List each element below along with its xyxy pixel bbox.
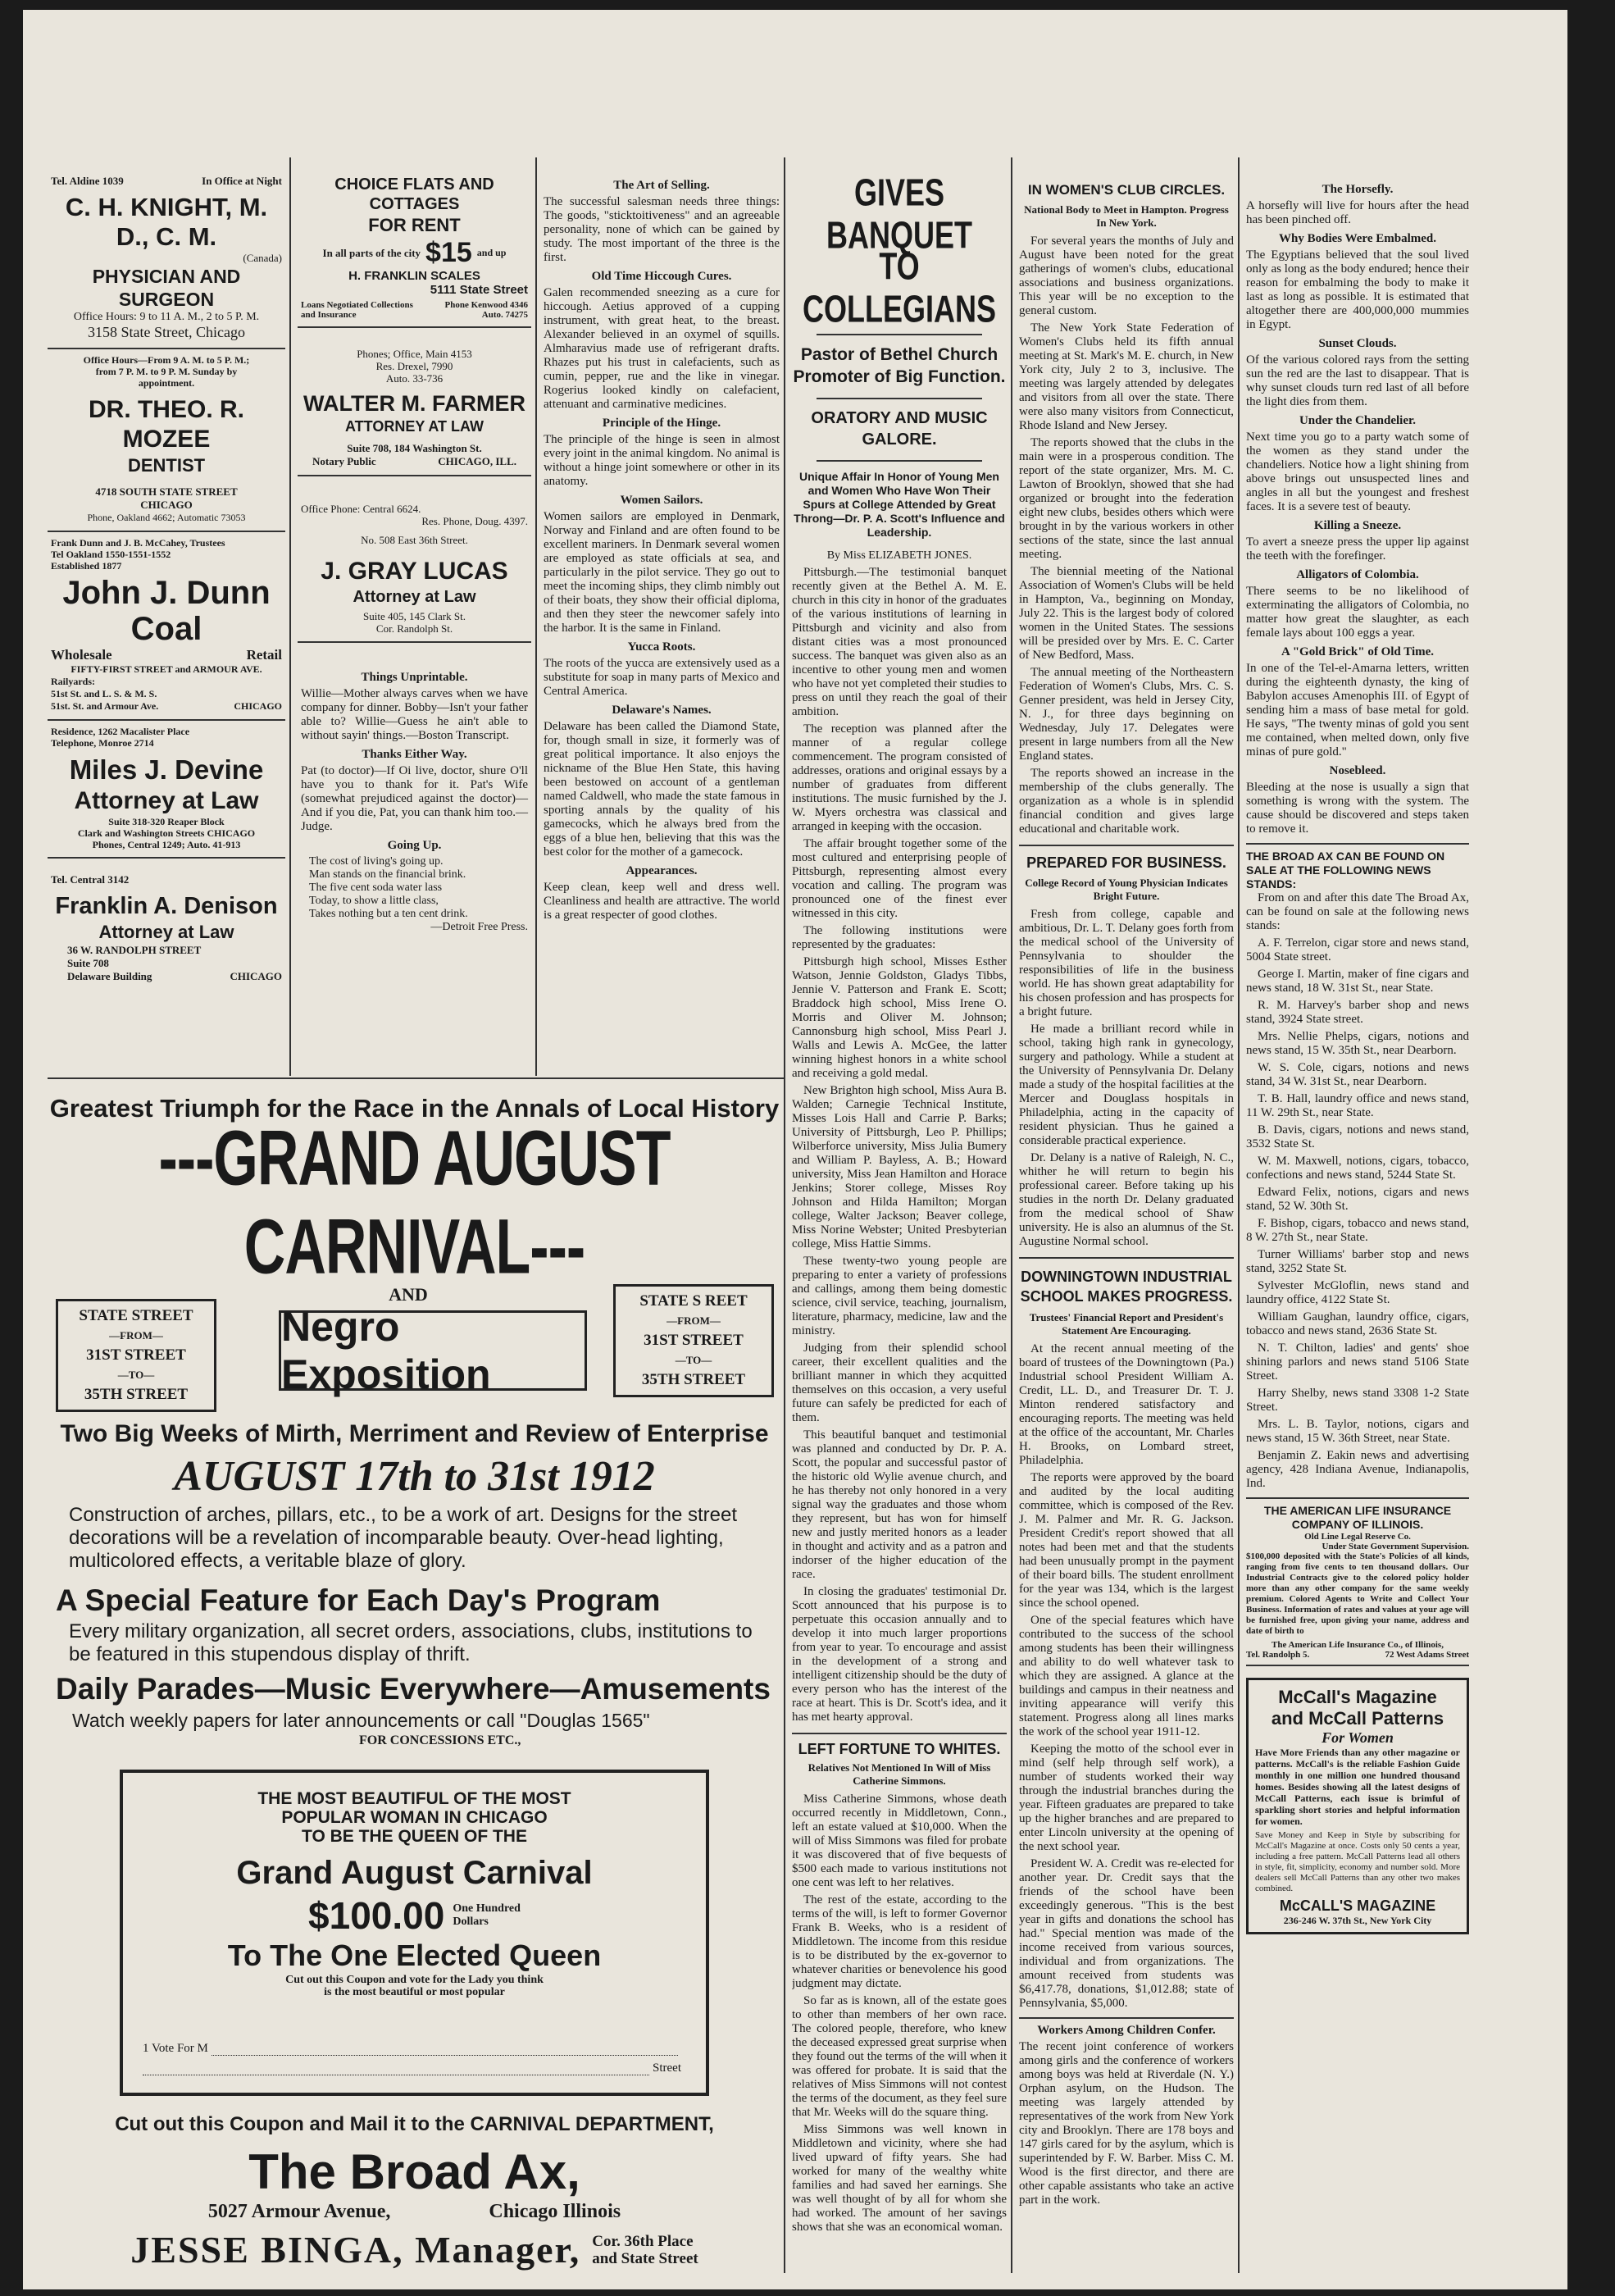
exposition-box	[279, 1304, 587, 1397]
headline-rule	[817, 334, 982, 335]
flats-for-rent: FOR RENT	[368, 215, 461, 235]
devine-suite: Suite 318-320 Reaper Block	[108, 816, 225, 827]
flats-address: 5111 State Street	[430, 283, 528, 297]
mccall-address: 236-246 W. 37th St., New York City	[1283, 1915, 1432, 1926]
street-line: STATE STREET	[79, 1307, 193, 1324]
knight-night: In Office at Night	[202, 175, 282, 187]
downing-title: DOWNINGTOWN INDUSTRIAL	[1021, 1269, 1232, 1285]
denison-name: Franklin A. Denison	[55, 893, 278, 919]
article-paragraph: The New York State Federation of Women's Clubs held its fifth annual meeting at St. Mark's M. E. church, in New York city, July 2 to 3, inclusive. The meeting was largely attended by delegates and visitors from all over the state. There were also many visitors from Connecticut, Rhode Island and New Jersey.	[1019, 321, 1234, 432]
alligators-title: Alligators of Colombia.	[1296, 568, 1419, 581]
lucas-home: No. 508 East 36th Street.	[361, 534, 468, 546]
column-rule	[1238, 157, 1240, 2273]
horsefly-body: A horsefly will live for hours after the head has been pinched off.	[1246, 199, 1469, 226]
mccall-footer: McCALL'S MAGAZINE	[1279, 1897, 1436, 1914]
carnival-concessions: FOR CONCESSIONS ETC.,	[359, 1733, 521, 1747]
knight-tel: Tel. Aldine 1039	[51, 175, 124, 187]
street-line: 31ST STREET	[644, 1332, 744, 1349]
news-stand-entry: N. T. Chilton, ladies' and gents' shoe shining parlors and news stand 5106 State Street.	[1246, 1342, 1469, 1383]
flats-and-up: and up	[476, 247, 507, 258]
flats-phone: Phone Kenwood 4346	[444, 300, 528, 310]
farmer-title: ATTORNEY AT LAW	[345, 418, 484, 435]
coupon-line: TO BE THE QUEEN OF THE	[302, 1827, 527, 1846]
newspaper-page	[23, 10, 1567, 2289]
farmer-suite: Suite 708, 184 Washington St.	[347, 442, 482, 454]
article-paragraph: Pittsburgh.—The testimonial banquet recently given at the Bethel A. M. E. church in this city in honor of the graduates of the various institutions of learning in Pittsburgh and vicinity and also from distant cities was a most pronounced success. The banquet was given also as an incentive to other young men and women who have not yet completed their studies to press on until they reach the goal of their ambition.	[792, 566, 1007, 718]
knight-card	[48, 170, 285, 349]
knight-title: PHYSICIAN AND SURGEON	[92, 266, 241, 310]
dunn-yard: 51st. St. and Armour Ave.	[51, 700, 159, 712]
insurance-tel: Tel. Randolph 5.	[1246, 1650, 1310, 1660]
embalmed-body: The Egyptians believed that the soul lived only as long as the body endured; hence their reason for embalming the body to make it last as long as possible. It is estimated that altogether there are 400,000,000 mummies in Egypt.	[1246, 248, 1469, 331]
lucas-phone: Office Phone: Central 6624.	[301, 503, 421, 515]
manager-name: JESSE BINGA, Manager,	[130, 2229, 581, 2271]
coupon-instructions: is the most beautiful or most popular	[324, 1986, 505, 1998]
selling-body: The successful salesman needs three things: The goods, "sticktoitiveness" and an agreeable personality, none of which can be gained by study. The most important of the three is the first.	[544, 195, 780, 264]
news-stand-entry: Mrs. Nellie Phelps, cigars, notions and news stand, 15 W. 35th St., near Dearborn.	[1246, 1030, 1469, 1057]
business-deck: College Record of Young Physician Indicates Bright Future.	[1025, 877, 1228, 902]
poem-line: Takes nothing but a ten cent drink.	[309, 908, 468, 920]
sneeze-body: To avert a sneeze press the upper lip against the teeth with the forefinger.	[1246, 535, 1469, 563]
article-paragraph: So far as is known, all of the estate goes to other than members of her own race. The colored people, therefore, who knew the deceased expressed great surprise when they found out the terms of the will when it was offered for probate. It is said that the relatives of Miss Simmons will not contest the terms of the document, as they feel sure that Mr. Weeks will do the square thing.	[792, 1994, 1007, 2119]
farmer-res: Res. Drexel, 7990	[375, 360, 453, 372]
hiccough-title: Old Time Hiccough Cures.	[591, 270, 732, 283]
insurance-title: THE AMERICAN LIFE INSURANCE COMPANY OF ILLINOIS.	[1263, 1504, 1452, 1531]
lucas-title: Attorney at Law	[353, 588, 476, 606]
chandelier-body: Next time you go to a party watch some of the women as they stand under the chandeliers. Notice how a light shining from above brings out unsuspected lines and angles in all but the youngest and freshest faces. It is a severe test of beauty.	[1246, 430, 1469, 513]
headline-rule	[817, 460, 982, 462]
broad-ax-address-row	[48, 2201, 781, 2223]
fortune-title: LEFT FORTUNE TO WHITES.	[798, 1741, 1001, 1757]
dunn-est: Established 1877	[51, 560, 122, 572]
dunn-trustees: Frank Dunn and J. B. McCahey, Trustees	[51, 537, 225, 549]
article-paragraph: This beautiful banquet and testimonial was planned and conducted by Dr. P. A. Scott, the popular and successful pastor of the historic old Wylie avenue church, and he has thereby not only honored in a very signal way the graduates and those whom they represent, but has won for himself new and justly merited honors as a leader in thought and activity and as a patron and indorser of the higher education of the race.	[792, 1428, 1007, 1581]
yucca-title: Yucca Roots.	[627, 640, 696, 654]
dunn-coal: Coal	[130, 611, 202, 647]
carnival-dates: AUGUST 17th to 31st 1912	[174, 1453, 655, 1500]
devine-tel: Telephone, Monroe 2714	[51, 737, 154, 749]
news-stand-entry: From on and after this date The Broad Ax, can be found on sale at the following news stands:	[1246, 891, 1469, 932]
section-rule	[48, 1077, 784, 1079]
farmer-name: WALTER M. FARMER	[303, 391, 525, 416]
coupon-words: Dollars	[453, 1916, 489, 1928]
headline-rule	[817, 398, 982, 399]
article-paragraph: The rest of the estate, according to the terms of the will, is left to former Governor Frank B. Weeks, who is a resident of Middletown. The income from this residue is to be distributed by the ex-governor to whatever charities or benevolence his good judgment may dictate.	[792, 1893, 1007, 1990]
poem-line: Man stands on the financial brink.	[309, 868, 466, 881]
denison-suite: Suite 708	[67, 957, 109, 969]
and-label: AND	[389, 1284, 428, 1305]
thanks-title: Thanks Either Way.	[362, 748, 467, 761]
hinge-body: The principle of the hinge is seen in almost every joint in the animal kingdom. No animal is without a hinge joint somewhere or other in its anatomy.	[544, 433, 780, 488]
street-line: 31ST STREET	[86, 1346, 186, 1364]
column-rule	[289, 157, 291, 1076]
knight-hours: Office Hours: 9 to 11 A. M., 2 to 5 P. M.	[73, 311, 260, 323]
poem-line: Today, to show a little class,	[309, 895, 439, 907]
news-stands-heading: THE BROAD AX CAN BE FOUND ON SALE AT THE FOLLOWING NEWS STANDS:	[1246, 843, 1469, 891]
article-paragraph: Miss Catherine Simmons, whose death occurred recently in Middletown, Conn., left an estate valued at $10,000. When the will of Miss Simmons was filed for probate it was discovered that of five bequests of $500 each made to various institutions not one cent was left to her relatives.	[792, 1793, 1007, 1889]
insurance-sub: Under State Government Supervision.	[1322, 1542, 1469, 1551]
mccall-headline: and McCall Patterns	[1271, 1708, 1444, 1729]
selling-title: The Art of Selling.	[613, 179, 710, 192]
column-rule	[784, 157, 785, 2273]
coupon-carnival: Grand August Carnival	[236, 1855, 593, 1891]
carnival-arches: Construction of arches, pillars, etc., to be a work of art. Designs for the street decorations will be a revelation of incomparable beauty. Over-head lighting, multicolored effects, a veritable blaze of glory.	[69, 1504, 738, 1572]
column-rule	[535, 157, 537, 1076]
mozee-card	[48, 349, 285, 532]
news-stand-entry: Sylvester McGloflin, news stand and laundry office, 4122 State St.	[1246, 1279, 1469, 1306]
column-five	[1019, 182, 1234, 2277]
news-stand-entry: Edward Felix, notions, cigars and news stand, 52 W. 30th St.	[1246, 1186, 1469, 1213]
article-paragraph: Dr. Delany is a native of Raleigh, N. C., whither he will return to begin his professional career. Before taking up his studies in the north Dr. Delany graduated from the medical school of Shaw university. He is also an alumnus of the St. Augustine Normal school.	[1019, 1151, 1234, 1248]
insurance-body: $100,000 deposited with the State's Policies of all kinds, ranging from five cents to ten thousand dollars. Our Industrial Contracts give to the colored policy holder more than any other company for the same weekly premium. Colored Agents to Write and Collect Your Business. Information of rates and values at your age will be furnished free, upon giving your name, address and date of birth to	[1246, 1551, 1469, 1636]
article-paragraph: The recent joint conference of workers among girls and the conference of workers among boys was held at Riverdale (N. Y.) Orphan asylum, on the Hudson. The meeting was largely attended by representatives of the work from New York city and Brooklyn. There are 178 boys and 147 girls cared for by the asylum, which is superintended by F. W. Barber. Miss C. M. Wood is the first director, and there are other capable assistants who take an active part in the work.	[1019, 2040, 1234, 2207]
news-stand-entry: T. B. Hall, laundry office and news stand, 11 W. 29th St., near State.	[1246, 1092, 1469, 1119]
carnival-special: A Special Feature for Each Day's Program	[56, 1583, 661, 1617]
flats-loans: Loans Negotiated Collections and Insurance	[301, 300, 413, 320]
hiccough-body: Galen recommended sneezing as a cure for hiccough. Aetius approved of a cupping instrument, with great heat, to the breast. Alexander believed in an oxymel of squills. Almharavius made use of refrigerant drafts. Rhazes put his trust in calefacients, such as cumin, pepper, rue and the like in vinegar. Rogerius looked kindly on calefacient, attenuant and carminative medicines.	[544, 286, 780, 411]
coupon-elected: To The One Elected Queen	[227, 1938, 602, 1972]
banquet-headline: GIVES BANQUET	[826, 170, 972, 257]
sailors-body: Women sailors are employed in Denmark, Norway and Finland and are often found to be excellent mariners. In Denmark several women are employed as state officials at sea, and particularly in the pilot service. They go out to meet the incoming ships, they climb nimbly out of their boats, they show their official diploma, and then they steer the newcomer safely into the harbor. It is the same in Finland.	[544, 510, 780, 635]
article-paragraph: Keeping the motto of the school ever in mind (self help through self work), a number of students worked their way through the industrial branches during the year. Fifteen graduates are prepared to take up the higher branches and are prepared to enter Lincoln university at the opening of the next school year.	[1019, 1742, 1234, 1853]
farmer-auto: Auto. 33-736	[385, 372, 444, 385]
nosebleed-body: Bleeding at the nose is usually a sign that something is wrong with the system. The cause should be discovered and steps taken to remove it.	[1246, 781, 1469, 836]
farmer-notary: Notary Public	[312, 455, 376, 467]
carnival-parades: Daily Parades—Music Everywhere—Amusements	[56, 1672, 771, 1706]
farmer-city: CHICAGO, ILL.	[438, 455, 516, 467]
mozee-hours: Office Hours—From 9 A. M. to 5 P. M.;	[83, 354, 250, 366]
right-street-box	[613, 1284, 774, 1397]
article-paragraph: The reception was planned after the manner of a regular college commencement. The program consisted of addresses, orations and original essays by a number of graduates from different institutions. The music furnished by the J. W. Myers orchestra was classical and arranged in keeping with the occasion.	[792, 722, 1007, 833]
denison-tel: Tel. Central 3142	[51, 873, 130, 886]
mail-instructions: Cut out this Coupon and Mail it to the CARNIVAL DEPARTMENT,	[115, 2113, 714, 2135]
news-stand-entry: W. S. Cole, cigars, notions and news stand, 34 W. 31st St., near Dearborn.	[1246, 1061, 1469, 1088]
news-stand-entry: A. F. Terrelon, cigar store and news stand, 5004 State street.	[1246, 936, 1469, 963]
delaware-title: Delaware's Names.	[612, 704, 712, 717]
hinge-title: Principle of the Hinge.	[602, 417, 721, 430]
lucas-card	[298, 476, 531, 643]
brick-body: In one of the Tel-el-Amarna letters, written during the eighteenth dynasty, the king of Babylon accuses Amenophis III. of Egypt of sending him a mass of base metal for gold. He says, "The twenty minas of gold you sent me contained, when melted down, only five minas of pure gold."	[1246, 662, 1469, 758]
flats-ad	[298, 170, 531, 328]
farmer-card	[298, 328, 531, 476]
coupon-vote-label: 1 Vote For M	[143, 2042, 208, 2055]
manager-corner: Cor. 36th Place	[592, 2232, 694, 2250]
mozee-phone: Phone, Oakland 4662; Automatic 73053	[87, 512, 246, 523]
news-stand-entry: F. Bishop, cigars, tobacco and news stand, 8 W. 27th St., near State.	[1246, 1217, 1469, 1244]
thanks-body: Pat (to doctor)—If Oi live, doctor, shure O'll have you to thank for it. Pat's Wife (somewhat prejudiced against the doctor)—And if you die, Pat, you can thank him too.—Judge.	[301, 764, 528, 833]
news-stand-entry: George I. Martin, maker of fine cigars and news stand, 18 W. 31st St., near State.	[1246, 968, 1469, 995]
sunset-body: Of the various colored rays from the setting sun the red are the last to disappear. That is why sunset clouds turn red last of all before the light dies from them.	[1246, 353, 1469, 408]
mccall-ad	[1246, 1678, 1469, 1934]
insurance-ad	[1246, 1497, 1469, 1666]
devine-address: Clark and Washington Streets CHICAGO	[77, 827, 256, 839]
manager-row	[48, 2228, 781, 2271]
dunn-address: FIFTY-FIRST STREET and ARMOUR AVE.	[71, 663, 262, 675]
article-paragraph: One of the special features which have contributed to the success of the school among students has been their willingness and ability to do well whatever task to which they are assigned. A glance at the buildings and campus in their neatness and inviting appearance will verify this statement. Progress along all lines marks the work of the school year 1911-12.	[1019, 1614, 1234, 1738]
knight-name: C. H. KNIGHT, M. D., C. M.	[65, 193, 268, 251]
carnival-title: ---GRAND AUGUST CARNIVAL---	[158, 1114, 671, 1290]
banquet-deck: Pastor of Bethel Church Promoter of Big Function.	[793, 345, 1006, 386]
mccall-for-women: For Women	[1322, 1729, 1394, 1746]
flats-all-parts: In all parts of the city	[322, 246, 421, 259]
article-paragraph: For several years the months of July and August have been noted for the great gatherings of women's clubs, educational associations and business organizations. This year will be no exception to the general custom.	[1019, 235, 1234, 317]
knight-address: 3158 State Street, Chicago	[88, 324, 245, 340]
news-stand-entry: Turner Williams' barber stop and news stand, 3252 State St.	[1246, 1248, 1469, 1275]
coupon-line: POPULAR WOMAN IN CHICAGO	[281, 1808, 548, 1827]
lucas-corner: Cor. Randolph St.	[375, 622, 453, 635]
dunn-retail: Retail	[246, 647, 282, 663]
two-weeks: Two Big Weeks of Mirth, Merriment and Review of Enterprise	[60, 1420, 769, 1447]
banquet-headline: TO COLLEGIANS	[802, 244, 996, 330]
broad-ax-name: The Broad Ax,	[248, 2144, 580, 2199]
coupon-instructions: Cut out this Coupon and vote for the Lady you think	[285, 1974, 544, 1986]
lucas-res: Res. Phone, Doug. 4397.	[421, 515, 528, 527]
delaware-body: Delaware has been called the Diamond State, for, though small in size, it formerly was of great political importance. It also enjoys the nickname of the Blue Hen State, this having been bestowed on account of a gentleman named Caldwell, who made the state famous in sporting annals by the quality of his gamecocks, which he always bred from the eggs of a blue hen, believing that this was the best color for the mother of a gamecock.	[544, 720, 780, 859]
article-paragraph: In closing the graduates' testimonial Dr. Scott announced that his purpose is to perpetuate this occasion annually and to develop it into much larger proportions from year to year. To encourage and assist in the development of a strong and intelligent citizenship should be the duty of every person who has the interest of the race at heart. This is Dr. Scott's idea, and it has met hearty approval.	[792, 1585, 1007, 1724]
news-stand-entry: R. M. Harvey's barber shop and news stand, 3924 State street.	[1246, 999, 1469, 1026]
coupon-amount: $100.00	[308, 1894, 445, 1937]
dunn-city: CHICAGO	[234, 700, 282, 712]
carnival-triumph: Greatest Triumph for the Race in the Annals of Local History	[49, 1094, 780, 1123]
street-line: —FROM—	[666, 1314, 721, 1327]
flats-price: $15	[425, 237, 472, 268]
going-title: Going Up.	[387, 839, 442, 852]
article-paragraph: At the recent annual meeting of the board of trustees of the Downingtown (Pa.) Industrial school President William A. Credit, LL. D., and Treasurer Dr. T. J. Minton rendered satisfactory and encouraging reports. The meeting was held at the office of the accountant, Mr. Charles H. Brooks, on Lombard street, Philadelphia.	[1019, 1342, 1234, 1467]
appearances-title: Appearances.	[626, 864, 698, 877]
street-line: —TO—	[117, 1369, 155, 1381]
chandelier-title: Under the Chandelier.	[1299, 414, 1417, 427]
lucas-name: J. GRAY LUCAS	[321, 558, 508, 585]
flats-agent: H. FRANKLIN SCALES	[348, 269, 480, 283]
workers-title: Workers Among Children Confer.	[1037, 2024, 1216, 2037]
street-line: 35TH STREET	[84, 1386, 189, 1403]
column-two	[298, 170, 531, 1072]
article-paragraph: Pittsburgh high school, Misses Esther Watson, Jennie Goldston, Gladys Tibbs, Jennie V. Patterson and Frank E. Scott; Braddock high school, Miss Irene O. Morris and Oliver M. Johnson; Cannonsburg high school, Miss Pearl J. Walls and Lewis A. McGee, the latter winning highest honors in a white school and receiving a gold medal.	[792, 955, 1007, 1080]
banquet-deck: Unique Affair In Honor of Young Men and Women Who Have Won Their Spurs at College Attended by Great Throng—Dr. P. A. Scott's Influence and Leadership.	[794, 470, 1005, 539]
flats-phone: Auto. 74275	[481, 310, 528, 320]
coupon-line: THE MOST BEAUTIFUL OF THE MOST	[257, 1789, 571, 1808]
article-paragraph: The annual meeting of the Northeastern Federation of Women's Clubs, Mrs. C. S. Genner president, was held in Jersey City, N. J., for three days beginning on Wednesday, July 17. Delegates were present in large numbers from all the New England states.	[1019, 666, 1234, 763]
sailors-title: Women Sailors.	[620, 494, 703, 507]
mozee-hours: appointment.	[138, 377, 195, 389]
alligators-body: There seems to be no likelihood of exterminating the alligators of Colombia, no matter how great the slaughter, as each female lays about 100 eggs a year.	[1246, 585, 1469, 640]
knight-canada: (Canada)	[243, 252, 282, 264]
article-paragraph: Judging from their splendid school career, their excellent qualities and the brilliant manner in which they acquitted themselves on this occasion, a very useful future can safely be predicted for each of them.	[792, 1342, 1007, 1424]
yucca-body: The roots of the yucca are extensively used as a substitute for soap in many parts of Mexico and Central America.	[544, 657, 780, 698]
street-line: STATE S REET	[639, 1292, 748, 1310]
devine-card	[48, 721, 285, 859]
street-line: —TO—	[675, 1354, 712, 1366]
denison-card	[48, 859, 285, 990]
dunn-yards: Railyards:	[51, 676, 95, 687]
article-paragraph: The reports showed that the clubs in the main were in a prosperous condition. The report of the state organizer, Mrs. M. C. Lawton of Brooklyn, showed that she had organized or brought into the federation eight new clubs, besides others which were brought in by the various workers in other sections of the state, since the last annual meeting.	[1019, 436, 1234, 561]
dunn-wholesale: Wholesale	[51, 647, 112, 663]
left-street-box	[56, 1299, 216, 1412]
carnival-exposition-row	[48, 1284, 781, 1415]
dunn-card	[48, 532, 285, 721]
lucas-suite: Suite 405, 145 Clark St.	[363, 610, 466, 622]
clubs-title: IN WOMEN'S CLUB CIRCLES.	[1027, 182, 1226, 198]
insurance-address: 72 West Adams Street	[1385, 1650, 1469, 1660]
carnival-watch: Watch weekly papers for later announcements or call "Douglas 1565"	[72, 1710, 650, 1731]
coupon-street-label: Street	[653, 2061, 681, 2075]
devine-phones: Phones, Central 1249; Auto. 41-913	[92, 839, 241, 850]
column-six	[1246, 178, 1469, 2277]
denison-title: Attorney at Law	[98, 922, 234, 942]
article-paragraph: These twenty-two young people are preparing to enter a variety of professions and callings, among them being domestic science, civil service, teaching, journalism, literature, pharmacy, medicine, law and the ministry.	[792, 1255, 1007, 1337]
dunn-tel: Tel Oakland 1550-1551-1552	[51, 549, 171, 560]
carnival-military: Every military organization, all secret orders, associations, clubs, institutions to be featured in this stupendous display of thrift.	[69, 1620, 753, 1665]
article-paragraph: The reports showed an increase in the membership of the clubs generally. The organization as a whole is in splendid financial condition and gives large educational and charitable work.	[1019, 767, 1234, 836]
sunset-title: Sunset Clouds.	[1318, 337, 1397, 350]
carnival-advertisement	[48, 1084, 781, 2285]
manager-corner: and State Street	[592, 2249, 698, 2267]
mozee-hours: from 7 P. M. to 9 P. M. Sunday by	[95, 366, 238, 377]
devine-title: Attorney at Law	[74, 787, 259, 814]
mccall-body: Have More Friends than any other magazine or patterns. McCall's is the reliable Fashion Guide monthly in one million one hundred thousand homes. Besides showing all the latest designs of McCall Patterns, each issue is brimful of sparkling short stories and helpful information for women.	[1255, 1747, 1460, 1827]
column-two-fillers	[298, 643, 531, 937]
business-title: PREPARED FOR BUSINESS.	[1026, 854, 1226, 871]
mozee-city: CHICAGO	[140, 499, 193, 511]
flats-headline: CHOICE FLATS AND COTTAGES	[334, 175, 494, 213]
devine-residence: Residence, 1262 Macalister Place	[51, 726, 190, 737]
exposition-title: Negro Exposition	[281, 1304, 491, 1397]
news-stand-entry: W. M. Maxwell, notions, cigars, tobacco, confections and news stand, 5244 State St.	[1246, 1155, 1469, 1182]
farmer-phone: Phones; Office, Main 4153	[357, 348, 472, 360]
horsefly-title: The Horsefly.	[1322, 183, 1394, 196]
banquet-deck: ORATORY AND MUSIC GALORE.	[811, 409, 988, 449]
coupon-street-line[interactable]	[143, 2061, 681, 2075]
devine-name: Miles J. Devine	[69, 754, 264, 785]
mozee-name: DR. THEO. R. MOZEE	[88, 396, 244, 453]
broad-ax-city: Chicago Illinois	[489, 2201, 621, 2222]
article-paragraph: The reports were approved by the board and audited by the local auditing committee, which is composed of the Rev. J. M. Palmer and Mr. R. G. Jackson. President Credit's report showed that all notes had been met and that the students had been unusually prompt in the payment of their board bills. The student enrollment for the year was 134, which is the largest since the school opened.	[1019, 1471, 1234, 1610]
byline: By Miss ELIZABETH JONES.	[826, 549, 972, 562]
brick-title: A "Gold Brick" of Old Time.	[1281, 645, 1435, 658]
dunn-yard: 51st St. and L. S. & M. S.	[51, 688, 157, 699]
broad-ax-address: 5027 Armour Avenue,	[207, 2201, 391, 2222]
mccall-body: Save Money and Keep in Style by subscribing for McCall's Magazine at once. Costs only 50 cents a year, including a free pattern. McCall Patterns lead all others in style, fit, simplicity, economy and number sold. More dealers sell McCall Patterns than any other two makes combined.	[1255, 1830, 1460, 1893]
news-stands-list	[1246, 891, 1469, 1491]
news-stand-entry: Harry Shelby, news stand 3308 1-2 State Street.	[1246, 1387, 1469, 1414]
article-paragraph: The following institutions were represented by the graduates:	[792, 924, 1007, 951]
denison-building: Delaware Building	[67, 970, 152, 982]
queen-coupon[interactable]	[120, 1770, 709, 2096]
dunn-name: John J. Dunn	[62, 575, 271, 611]
column-rule	[1011, 157, 1012, 2273]
nosebleed-title: Nosebleed.	[1329, 764, 1386, 777]
poem-source: —Detroit Free Press.	[430, 921, 528, 933]
insurance-company: The American Life Insurance Co., of Illinois,	[1272, 1640, 1444, 1650]
things-body: Willie—Mother always carves when we have company for dinner. Bobby—Isn't your father able to? Willie—Guess he ain't able to without sayin' things.—Boston Transcript.	[301, 687, 528, 742]
denison-city: CHICAGO	[230, 970, 282, 982]
news-stand-entry: Benjamin Z. Eakin news and advertising agency, 428 Indiana Avenue, Indianapolis, Ind.	[1246, 1449, 1469, 1490]
article-paragraph: President W. A. Credit was re-elected for another year. Dr. Credit says that the friends of the school have been exceedingly generous. "This is the best year in gifts and donations the school has had." Special mention was made of the income received from various sources, individual and from organizations. The amount received from students was $6,417.78, donations, $1,012.88; state of Pennsylvania, $5,000.	[1019, 1857, 1234, 2010]
mozee-address: 4718 SOUTH STATE STREET	[95, 485, 238, 498]
coupon-vote-line[interactable]	[143, 2042, 681, 2056]
downing-deck: Trustees' Financial Report and President's Statement Are Encouraging.	[1029, 1311, 1224, 1337]
downing-title: SCHOOL MAKES PROGRESS.	[1020, 1288, 1233, 1305]
sneeze-title: Killing a Sneeze.	[1313, 519, 1402, 532]
street-line: 35TH STREET	[641, 1371, 746, 1388]
embalmed-title: Why Bodies Were Embalmed.	[1279, 232, 1436, 245]
mccall-headline: McCall's Magazine	[1278, 1687, 1437, 1707]
column-three	[544, 174, 780, 1072]
insurance-sub: Old Line Legal Reserve Co.	[1304, 1532, 1411, 1542]
article-paragraph: The biennial meeting of the National Association of Women's Clubs will be held in Hampton, Va., beginning on Monday, July 22. This is the largest body of colored women in the United States. The sessions will be presided over by Mrs. E. C. Carter of New Bedford, Mass.	[1019, 565, 1234, 662]
professional-cards-column	[48, 170, 285, 1072]
article-paragraph: Miss Simmons was well known in Middletown and vicinity, where she had lived upward of fifty years. She had worked for many of the wealthy white families and had saved her earnings. She was well thought of by all for whom she had worked. The amount of her savings shows that she was an economical woman.	[792, 2123, 1007, 2234]
poem-line: The five cent soda water lass	[309, 882, 443, 894]
article-paragraph: New Brighton high school, Miss Aura B. Walden; Carnegie Technical Institute, Misses Lois Hall and Carrie P. Barks; University of Pittsburgh, Leo P. Phillips; Wilberforce university, Miss Julia Bumery and William P. Bayless, A. B.; Howard university, Miss Jean Hamilton and Horace Jenkins; Storer college, Misses Roy Johnson and Hilda Hamilton; Morgan college, Walter Jackson; Beaver college, Miss Norine Webster; United Presbyterian college, Miss Hattie Simms.	[792, 1084, 1007, 1250]
coupon-words: One Hundred	[453, 1902, 521, 1915]
article-paragraph: He made a brilliant record while in school, taking high rank in gynecology, surgery and pathology. While a student at the University of Pennsylvania Dr. Delany made a study of the hospital facilities at the Mercer and Douglass hospitals in Philadelphia, acting in the capacity of resident physician. Thus he gained a considerable practical experience.	[1019, 1023, 1234, 1147]
denison-address: 36 W. RANDOLPH STREET	[67, 944, 202, 956]
news-stand-entry: Mrs. L. B. Taylor, notions, cigars and news stand, 15 W. 36th Street, near State.	[1246, 1418, 1469, 1445]
article-paragraph: Fresh from college, capable and ambitious, Dr. L. T. Delany goes forth from the medical school of the University of Pennsylvania to shoulder the responsibilities of life in the business world. He has shown great adaptability for his chosen profession and has prospects for a bright future.	[1019, 908, 1234, 1018]
news-stand-entry: B. Davis, cigars, notions and news stand, 3532 State St.	[1246, 1123, 1469, 1150]
mozee-title: DENTIST	[127, 455, 206, 476]
coupon-street-blank[interactable]	[143, 2065, 649, 2075]
appearances-body: Keep clean, keep well and dress well. Cleanliness and health are attractive. The world is a great respecter of good clothes.	[544, 881, 780, 922]
poem-line: The cost of living's going up.	[309, 855, 444, 868]
coupon-name-blank[interactable]	[212, 2045, 678, 2056]
news-stand-entry: William Gaughan, laundry office, cigars, tobacco and news stand, 2636 State St.	[1246, 1310, 1469, 1337]
fortune-deck: Relatives Not Mentioned In Will of Miss Catherine Simmons.	[808, 1761, 991, 1787]
things-title: Things Unprintable.	[361, 671, 468, 684]
clubs-deck: National Body to Meet in Hampton. Progress In New York.	[1024, 203, 1229, 229]
column-four	[792, 170, 1007, 2277]
street-line: —FROM—	[109, 1329, 163, 1342]
article-paragraph: The affair brought together some of the most cultured and enterprising people of Pittsburgh, representing almost every vocation and calling. The program was pronounced one of the finest ever witnessed in this city.	[792, 837, 1007, 920]
